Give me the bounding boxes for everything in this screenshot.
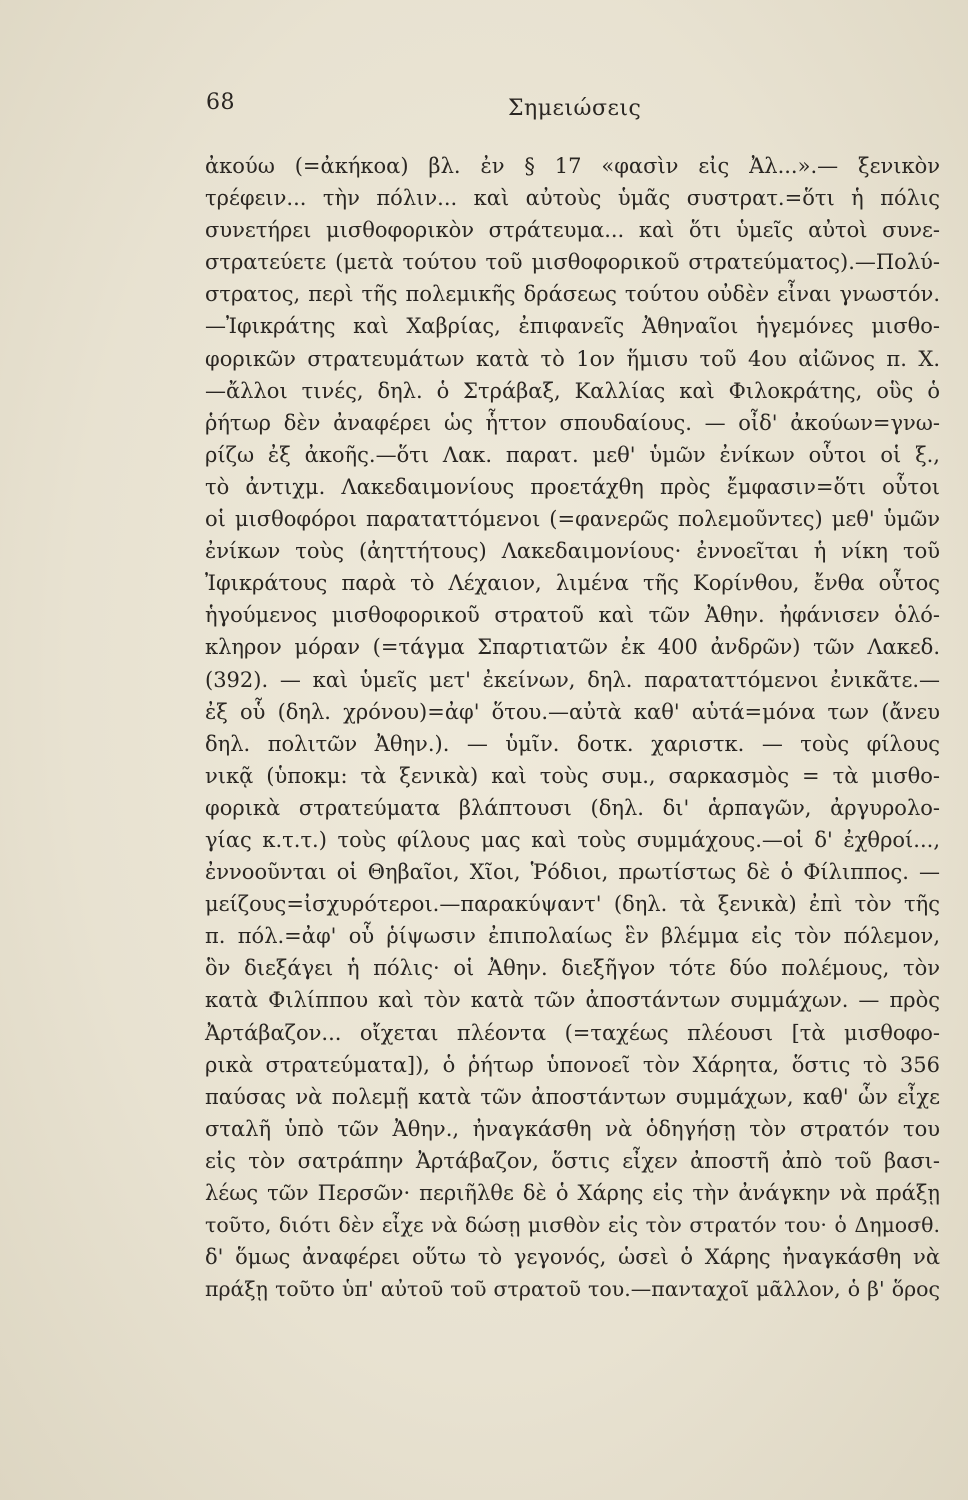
text-line: στρατεύετε (μετὰ τούτου τοῦ μισθοφορικοῦ στρατεύματος).—Πολύ-: [205, 250, 940, 275]
text-line: δηλ. πολιτῶν Ἀθην.). — ὑμῖν. δοτκ. χαριστκ. — τοὺς φίλους: [205, 731, 940, 756]
text-line: εἰς τὸν σατράπην Ἀρτάβαζον, ὅστις εἶχεν ἀποστῆ ἀπὸ τοῦ βασι-: [205, 1148, 940, 1173]
text-line: ἀκούω (=ἀκήκοα) βλ. ἐν § 17 «φασὶν εἰς Ἀλ...».— ξενικὸν: [205, 154, 940, 178]
text-line: ρίζω ἐξ ἀκοῆς.—ὅτι Λακ. παρατ. μεθ' ὑμῶν ἐνίκων οὗτοι οἱ ξ.,: [205, 442, 940, 467]
text-line: οἱ μισθοφόροι παραταττόμενοι (=φανερῶς πολεμοῦντες) μεθ' ὑμῶν: [205, 507, 940, 532]
text-line: κληρον μόραν (=τάγμα Σπαρτιατῶν ἐκ 400 ἀνδρῶν) τῶν Λακεδ.: [205, 635, 940, 660]
text-line: σταλῆ ὑπὸ τῶν Ἀθην., ἠναγκάσθη νὰ ὁδηγήσῃ τὸν στρατόν του: [205, 1116, 940, 1141]
text-line: τρέφειν... τὴν πόλιν... καὶ αὐτοὺς ὑμᾶς συστρατ.=ὅτι ἡ πόλις: [205, 186, 940, 211]
text-line: συνετήρει μισθοφορικὸν στράτευμα... καὶ ὅτι ὑμεῖς αὐτοὶ συνε-: [205, 218, 940, 243]
text-line: (392). — καὶ ὑμεῖς μετ' ἐκείνων, δηλ. παραταττόμενοι ἐνικᾶτε.—: [205, 667, 940, 692]
commentary-text: [205, 150, 940, 1305]
text-line: ἡγούμενος μισθοφορικοῦ στρατοῦ καὶ τῶν Ἀθην. ἠφάνισεν ὁλό-: [205, 603, 940, 628]
text-line: φορικῶν στρατευμάτων κατὰ τὸ 1ον ἥμισυ τοῦ 4ου αἰῶνος π. Χ.: [205, 346, 940, 371]
page-number: 68: [206, 90, 235, 115]
text-line: —Ἰφικράτης καὶ Χαβρίας, ἐπιφανεῖς Ἀθηναῖοι ἡγεμόνες μισθο-: [205, 314, 940, 339]
text-line: τὸ ἀντιχμ. Λακεδαιμονίους προετάχθη πρὸς ἔμφασιν=ὅτι οὗτοι: [205, 474, 940, 499]
running-title: Σημειώσεις: [508, 96, 642, 121]
text-line: λέως τῶν Περσῶν· περιῆλθε δὲ ὁ Χάρης εἰς τὴν ἀνάγκην νὰ πράξῃ: [205, 1181, 940, 1205]
text-line: παύσας νὰ πολεμῇ κατὰ τῶν ἀποστάντων συμμάχων, καθ' ὧν εἶχε: [205, 1084, 940, 1109]
text-line: δ' ὅμως ἀναφέρει οὕτω τὸ γεγονός, ὡσεὶ ὁ Χάρης ἠναγκάσθη νὰ: [205, 1245, 940, 1270]
text-line: μείζους=ἰσχυρότεροι.—παρακύψαντ' (δηλ. τὰ ξενικὰ) ἐπὶ τὸν τῆς: [205, 892, 940, 917]
text-line: ῥήτωρ δὲν ἀναφέρει ὡς ἧττον σπουδαίους. — οἶδ' ἀκούων=γνω-: [205, 410, 940, 435]
text-line: —ἄλλοι τινές, δηλ. ὁ Στράβαξ, Καλλίας καὶ Φιλοκράτης, οὓς ὁ: [205, 378, 940, 403]
text-line: στρατος, περὶ τῆς πολεμικῆς δράσεως τούτου οὐδὲν εἶναι γνωστόν.: [205, 282, 940, 307]
text-line: γίας κ.τ.τ.) τοὺς φίλους μας καὶ τοὺς συμμάχους.—οἱ δ' ἐχθροί...,: [205, 827, 940, 852]
text-line: νικᾷ (ὑποκμ: τὰ ξενικὰ) καὶ τοὺς συμ., σαρκασμὸς = τὰ μισθο-: [205, 763, 940, 788]
text-line: ὃν διεξάγει ἡ πόλις· οἱ Ἀθην. διεξῆγον τότε δύο πολέμους, τὸν: [205, 956, 940, 981]
text-line: κατὰ Φιλίππου καὶ τὸν κατὰ τῶν ἀποστάντων συμμάχων. — πρὸς: [205, 988, 940, 1013]
text-line: ἐννοοῦνται οἱ Θηβαῖοι, Χῖοι, Ῥόδιοι, πρωτίστως δὲ ὁ Φίλιππος. —: [205, 860, 940, 885]
text-line: φορικὰ στρατεύματα βλάπτουσι (δηλ. δι' ἁρπαγῶν, ἀργυρολο-: [205, 795, 940, 820]
text-line: Ἰφικράτους παρὰ τὸ Λέχαιον, λιμένα τῆς Κορίνθου, ἔνθα οὗτος: [205, 571, 940, 596]
text-line: τοῦτο, διότι δὲν εἶχε νὰ δώσῃ μισθὸν εἰς τὸν στρατόν του· ὁ Δημοσθ.: [205, 1213, 940, 1238]
text-line: πράξῃ τοῦτο ὑπ' αὐτοῦ τοῦ στρατοῦ του.—πανταχοῖ μᾶλλον, ὁ β' ὅρος: [205, 1277, 940, 1302]
text-line: ρικὰ στρατεύματα]), ὁ ῥήτωρ ὑπονοεῖ τὸν Χάρητα, ὅστις τὸ 356: [205, 1052, 940, 1077]
text-line: ἐξ οὗ (δηλ. χρόνου)=ἀφ' ὅτου.—αὐτὰ καθ' αὑτά=μόνα των (ἄνευ: [205, 699, 940, 724]
text-line: Ἀρτάβαζον... οἴχεται πλέοντα (=ταχέως πλέουσι [τὰ μισθοφο-: [205, 1020, 940, 1045]
text-line: ἐνίκων τοὺς (ἀηττήτους) Λακεδαιμονίους· ἐννοεῖται ἡ νίκη τοῦ: [205, 539, 940, 564]
text-line: π. πόλ.=ἀφ' οὗ ῥίψωσιν ἐπιπολαίως ἓν βλέμμα εἰς τὸν πόλεμον,: [205, 924, 940, 949]
